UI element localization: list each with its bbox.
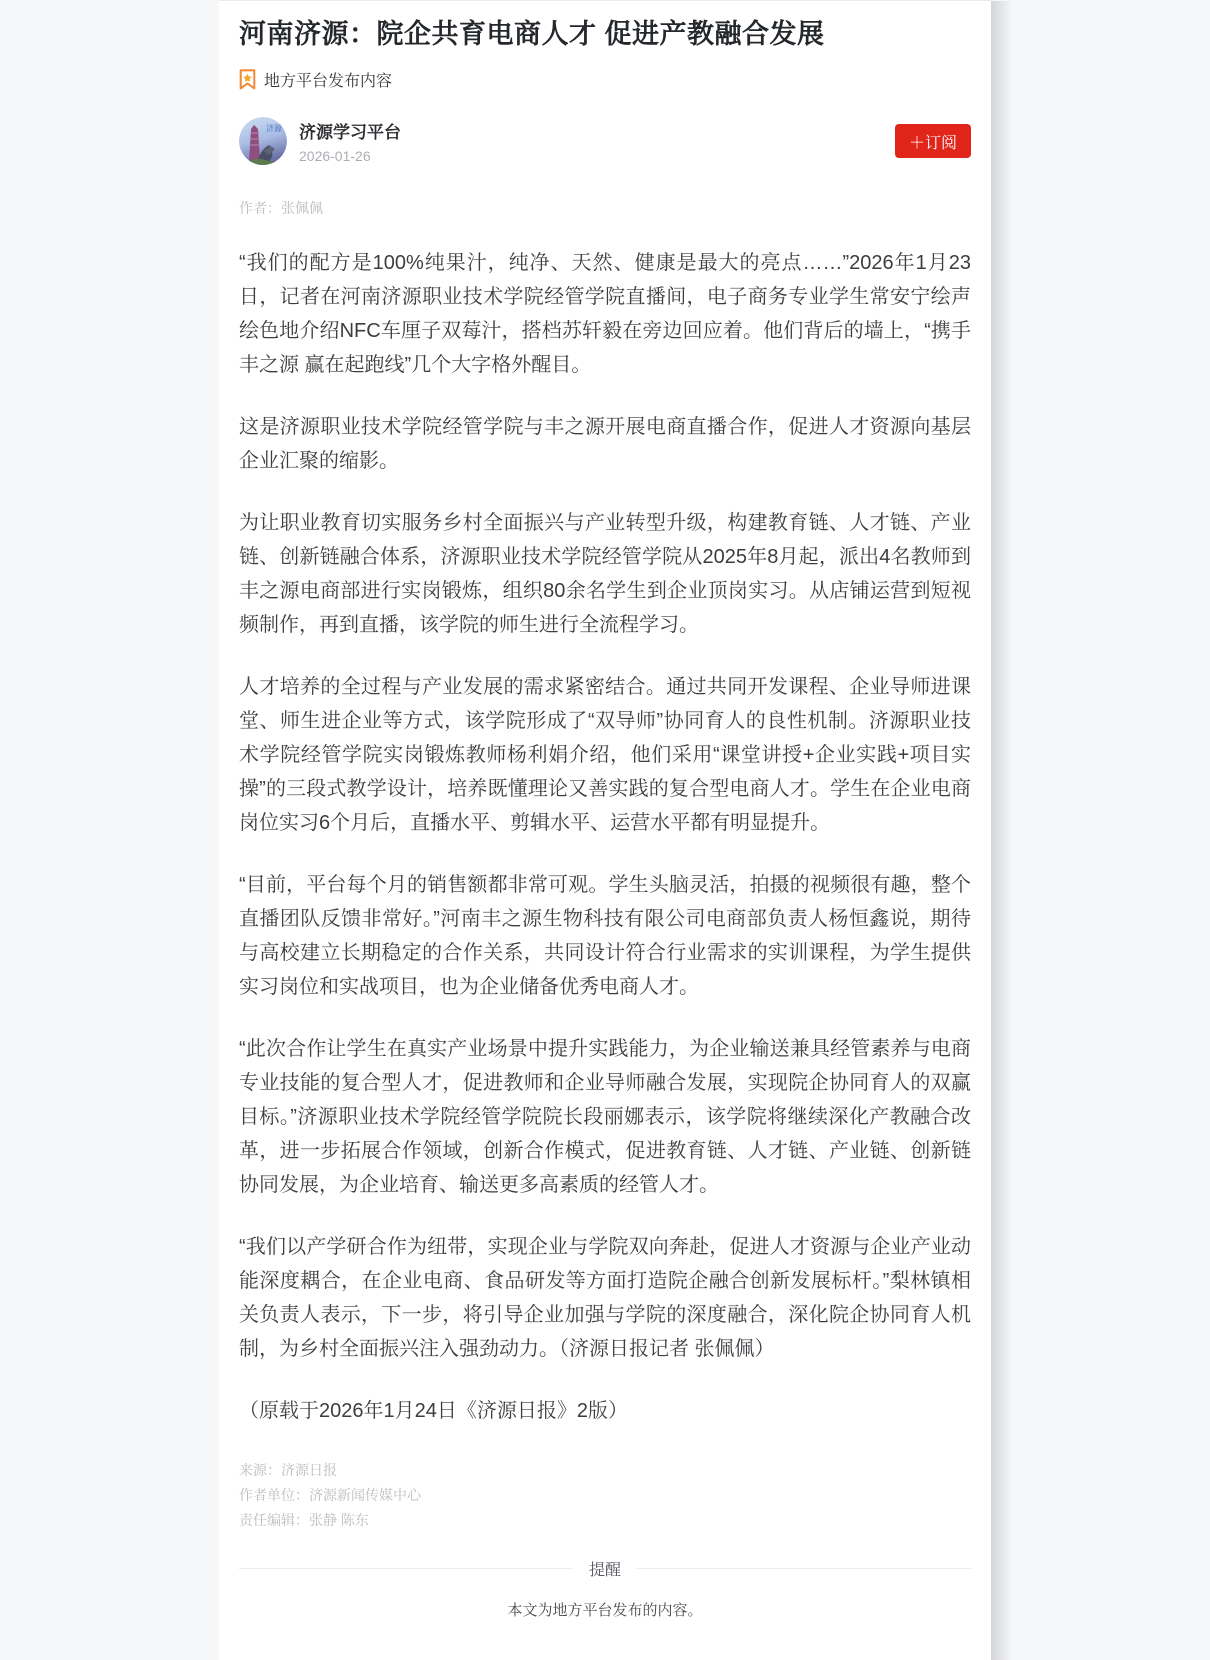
divider-line-right: [637, 1568, 971, 1569]
paragraph: “此次合作让学生在真实产业场景中提升实践能力，为企业输送兼具经管素养与电商专业技能的复合型人才，促进教师和企业导师融合发展，实现院企协同育人的双赢目标。”济源职业技术学院经管学院院长段丽娜表示，该学院将继续深化产教融合改革，进一步拓展合作领域，创新合作模式，促进教育链、人才链、产业链、创新链协同发展，为企业培育、输送更多高素质的经管人才。: [239, 1038, 971, 1196]
paragraph: “我们以产学研合作为纽带，实现企业与学院双向奔赴，促进人才资源与企业产业动能深度耦合，在企业电商、食品研发等方面打造院企融合创新发展标杆。”梨林镇相关负责人表示，下一步，将引导企业加强与学院的深度融合，深化院企协同育人机制，为乡村全面振兴注入强劲动力。（济源日报记者 张佩佩）: [239, 1236, 971, 1360]
article-body: [239, 246, 971, 1428]
notice-divider: [239, 1557, 971, 1580]
meta-block: [239, 1458, 971, 1533]
notice-divider-label: 提醒: [589, 1562, 622, 1579]
publish-date: 2026-01-26: [299, 148, 371, 164]
notice-text: 本文为地方平台发布的内容。: [507, 1602, 703, 1619]
publisher-info: [299, 118, 401, 164]
author-line: 作者：张佩佩: [239, 200, 323, 216]
meta-line: 作者单位：济源新闻传媒中心: [239, 1487, 421, 1503]
meta-line: 来源：济源日报: [239, 1462, 337, 1478]
paragraph: 为让职业教育切实服务乡村全面振兴与产业转型升级，构建教育链、人才链、产业链、创新链融合体系，济源职业技术学院经管学院从2025年8月起，派出4名教师到丰之源电商部进行实岗锻炼，组织80余名学生到企业顶岗实习。从店铺运营到短视频制作，再到直播，该学院的师生进行全流程学习。: [239, 512, 971, 636]
local-platform-badge: [239, 68, 971, 91]
page-title: 河南济源：院企共育电商人才 促进产教融合发展: [239, 19, 825, 49]
subscribe-button[interactable]: ＋订阅: [895, 124, 971, 158]
svg-text:济源: 济源: [266, 124, 282, 133]
meta-line: 责任编辑：张静 陈东: [239, 1512, 369, 1528]
publisher-name[interactable]: 济源学习平台: [299, 123, 401, 142]
publisher-row: [239, 117, 971, 165]
paragraph: 这是济源职业技术学院经管学院与丰之源开展电商直播合作，促进人才资源向基层企业汇聚的缩影。: [239, 416, 971, 472]
paragraph: “我们的配方是100%纯果汁，纯净、天然、健康是最大的亮点……”2026年1月23日，记者在河南济源职业技术学院经管学院直播间，电子商务专业学生常安宁绘声绘色地介绍NFC车厘子双莓汁，搭档苏轩毅在旁边回应着。他们背后的墙上，“携手丰之源 赢在起跑线”几个大字格外醒目。: [239, 252, 971, 376]
local-platform-ribbon-icon: [239, 69, 256, 90]
paragraph: （原载于2026年1月24日《济源日报》2版）: [239, 1400, 628, 1422]
paragraph: “目前，平台每个月的销售额都非常可观。学生头脑灵活，拍摄的视频很有趣，整个直播团队反馈非常好。”河南丰之源生物科技有限公司电商部负责人杨恒鑫说，期待与高校建立长期稳定的合作关系，共同设计符合行业需求的实训课程，为学生提供实习岗位和实战项目，也为企业储备优秀电商人才。: [239, 874, 971, 998]
divider-line-left: [239, 1568, 573, 1569]
article-card: [219, 0, 991, 1660]
publisher-avatar[interactable]: [239, 117, 287, 165]
badge-label: 地方平台发布内容: [264, 73, 393, 90]
paragraph: 人才培养的全过程与产业发展的需求紧密结合。通过共同开发课程、企业导师进课堂、师生进企业等方式，该学院形成了“双导师”协同育人的良性机制。济源职业技术学院经管学院实岗锻炼教师杨利娟介绍，他们采用“课堂讲授+企业实践+项目实操”的三段式教学设计，培养既懂理论又善实践的复合型电商人才。学生在企业电商岗位实习6个月后，直播水平、剪辑水平、运营水平都有明显提升。: [239, 676, 971, 834]
